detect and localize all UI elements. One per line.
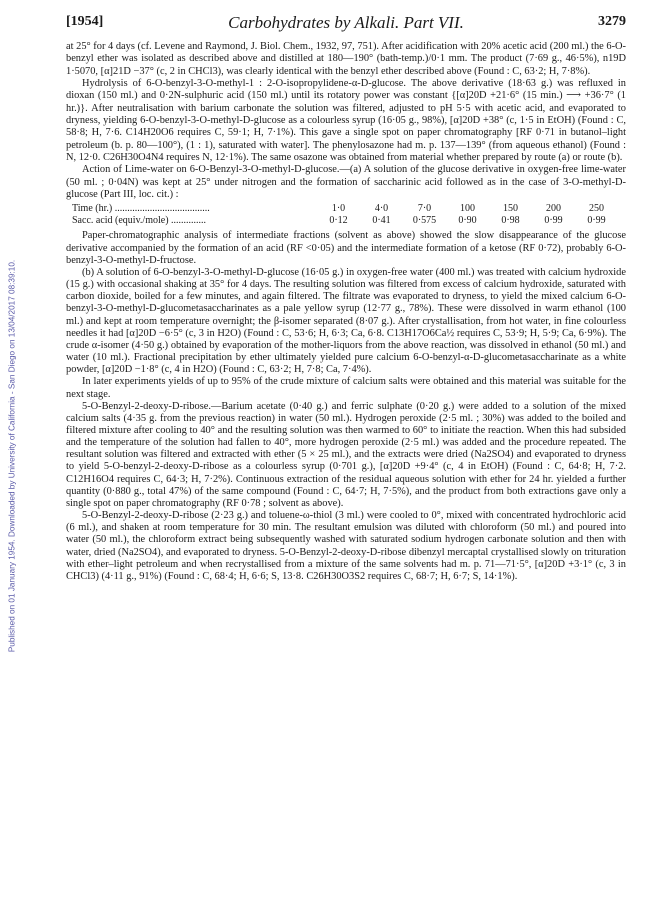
table-row-label: Sacc. acid (equiv./mole) ..............	[72, 214, 207, 226]
header-title: Carbohydrates by Alkali. Part VII.	[228, 13, 464, 32]
saccharinic-acid-table	[72, 203, 618, 226]
table-cell: 0·90	[458, 214, 477, 226]
table-cell: 0·41	[372, 214, 391, 226]
paragraph-chromatography: Paper-chromatographic analysis of intermediate fractions (solvent as above) showed the slow disappearance of the glucose derivative accompanied by the formation of an acid (RF <0·05) and the intermediate formation of a ketose (RF 0·72), probably 6-O-benzyl-3-O-methyl-D-fructose.	[66, 230, 626, 266]
table-cell: 250	[589, 203, 604, 215]
header-year: [1954]	[66, 14, 104, 29]
table-cell: 4·0	[374, 203, 389, 215]
table-cell: 0·575	[412, 214, 437, 226]
running-header	[66, 14, 626, 38]
table-cell: 150	[503, 203, 518, 215]
paragraph-hydrolysis: Hydrolysis of 6-O-benzyl-3-O-methyl-1 : 2-O-isopropylidene-α-D-glucose. The above derivative (18·63 g.) was refluxed in dioxan (150 ml.) and 0·2N-sulphuric acid (150 ml.) until its rotatory power was constant {[α]20D +21·6° (15 min.) ⟶ +36·7° (1 hr.)}. After neutralisation with barium carbonate the solution was filtered, adjusted to pH 5·5 with acetic acid, and evaporated to dryness, yielding 6-O-benzyl-3-O-methyl-D-glucose as a colourless syrup (16·05 g., 98%), [α]20D +38° (c, 1·5 in EtOH) (Found : C, 58·8; H, 7·6. C14H20O6 requires C, 59·1; H, 7·1%). This gave a single spot on paper chromatography [RF 0·71 in butanol–light petroleum (b. p. 80—100°), (1 : 1), saturated with water]. The phenylosazone had m. p. 137—139° (from aqueous ethanol) (Found : N, 12·0. C26H30O4N4 requires N, 12·1%). The same osazone was obtained from material whether prepared by route (a) or route (b).	[66, 78, 626, 164]
table-row	[72, 215, 618, 227]
table-cell: 7·0	[417, 203, 432, 215]
paragraph-lime-water-b: (b) A solution of 6-O-benzyl-3-O-methyl-D-glucose (16·05 g.) in oxygen-free water (400 ml.) was treated with calcium hydroxide (15 g.) with occasional shaking at 35° for 4 days. The resulting solution was filtered from excess of calcium hydroxide, saturated with carbon dioxide, boiled for a few minutes, and again filtered. The filtrate was evaporated to dryness, to yield the mixed calcium 6-O-benzyl-3-O-methyl-D-glucometasaccharinates as a pale yellow syrup (12·77 g., 78%). These were dissolved in warm ethanol (100 ml.) and kept at room temperature overnight; the β-isomer separated (8·07 g.). After crystallisation, from hot water, in fine colourless needles it had [α]20D −6·5° (c, 3 in H2O) (Found : C, 53·6; H, 6·3; Ca, 6·8. C13H17O6Ca½ requires C, 53·9; H, 5·9; Ca, 6·9%). The crude α-isomer (4·50 g.) obtained by evaporation of the mother-liquors from the above reaction, was dissolved in ethanol (50 ml.) and water (10 ml.). Fractional precipitation by ether ultimately yielded pure calcium 6-O-benzyl-α-D-glucometasaccharinate as a white powder, [α]20D −1·8° (c, 4 in H2O) (Found : C, 63·2; H, 7·8; Ca, 7·4%).	[66, 266, 626, 376]
table-cell: 0·98	[501, 214, 520, 226]
paragraph-later-experiments: In later experiments yields of up to 95% of the crude mixture of calcium salts were obtained and this material was suitable for the next stage.	[66, 376, 626, 400]
table-cell: 0·12	[329, 214, 348, 226]
table-cell: 0·99	[587, 214, 606, 226]
table-cell: 1·0	[331, 203, 346, 215]
download-notice-text: Published on 01 January 1954. Downloaded by University of California - San Diego on 13/04/2017 08:39:10.	[7, 259, 17, 653]
download-notice-sidebar	[0, 0, 24, 912]
table-cell: 0·99	[544, 214, 563, 226]
table-row	[72, 203, 618, 215]
article-body	[66, 41, 626, 583]
header-page-number: 3279	[598, 14, 626, 29]
paragraph-deoxy-ribose: 5-O-Benzyl-2-deoxy-D-ribose.—Barium acetate (0·40 g.) and ferric sulphate (0·20 g.) were added to a solution of the mixed calcium salts (4·35 g. from the previous reaction) in water (50 ml.). Hydrogen peroxide (2·5 ml. ; 30%) was added to the boiled and filtered mixture after cooling to 40° and the resulting solution was then warmed to 60° to initiate the reaction. When this had subsided and the temperature of the solution had fallen to 40°, more hydrogen peroxide (2·5 ml.) was added and the procedure repeated. The resultant solution was filtered and extracted with ether (5 × 25 ml.), and the extracts were dried (Na2SO4) and evaporated to dryness to yield 5-O-benzyl-2-deoxy-D-ribose as a colourless syrup (0·701 g.), [α]20D +9·4° (c, 4 in EtOH) (Found : C, 64·8; H, 7·2. C12H16O4 requires C, 64·3; H, 7·2%). Continuous extraction of the residual aqueous solution with ether for 24 hr. yielded a further quantity (0·880 g., total 47%) of the same compound (Found : C, 64·7; H, 7·5%), and the product from both extractions gave only a single spot on paper chromatography (RF 0·78 ; solvent as above).	[66, 400, 626, 509]
table-cell: 100	[460, 203, 475, 215]
paragraph-continued: at 25° for 4 days (cf. Levene and Raymond, J. Biol. Chem., 1932, 97, 751). After acidification with 20% acetic acid (200 ml.) the 6-O-benzyl ether was isolated as described above and distilled at 180—190° (bath-temp.)/0·1 mm. The product (7·69 g., 46·5%), n19D 1·5070, [α]21D −37° (c, 2 in CHCl3), was clearly identical with the benzyl ether described above (Found : C, 63·2; H, 7·8%).	[66, 41, 626, 77]
paragraph-mercaptal: 5-O-Benzyl-2-deoxy-D-ribose (2·23 g.) and toluene-ω-thiol (3 ml.) were cooled to 0°, mixed with concentrated hydrochloric acid (6 ml.), and shaken at room temperature for 30 min. The resultant emulsion was diluted with chloroform (50 ml.) and poured into water (50 ml.), the chloroform extract being subsequently washed with saturated sodium hydrogen carbonate solution and then with water, dried (Na2SO4), and evaporated to dryness. 5-O-Benzyl-2-deoxy-D-ribose dibenzyl mercaptal crystallised slowly on trituration with ether–light petroleum and when recrystallised from a mixture of the same solvents had m. p. 71—71·5°, [α]20D +3·1° (c, 3 in CHCl3) (4·11 g., 91%) (Found : C, 68·4; H, 6·6; S, 13·8. C26H30O3S2 requires C, 68·7; H, 6·7; S, 14·1%).	[66, 510, 626, 582]
table-cell: 200	[546, 203, 561, 215]
paragraph-lime-water-a: Action of Lime-water on 6-O-Benzyl-3-O-methyl-D-glucose.—(a) A solution of the glucose derivative in oxygen-free lime-water (50 ml. ; 0·04N) was kept at 25° under nitrogen and the formation of saccharinic acid followed as in the case of 3-O-methyl-D-glucose (Part III, loc. cit.) :	[66, 164, 626, 201]
table-row-label: Time (hr.) ......................................	[72, 203, 210, 215]
